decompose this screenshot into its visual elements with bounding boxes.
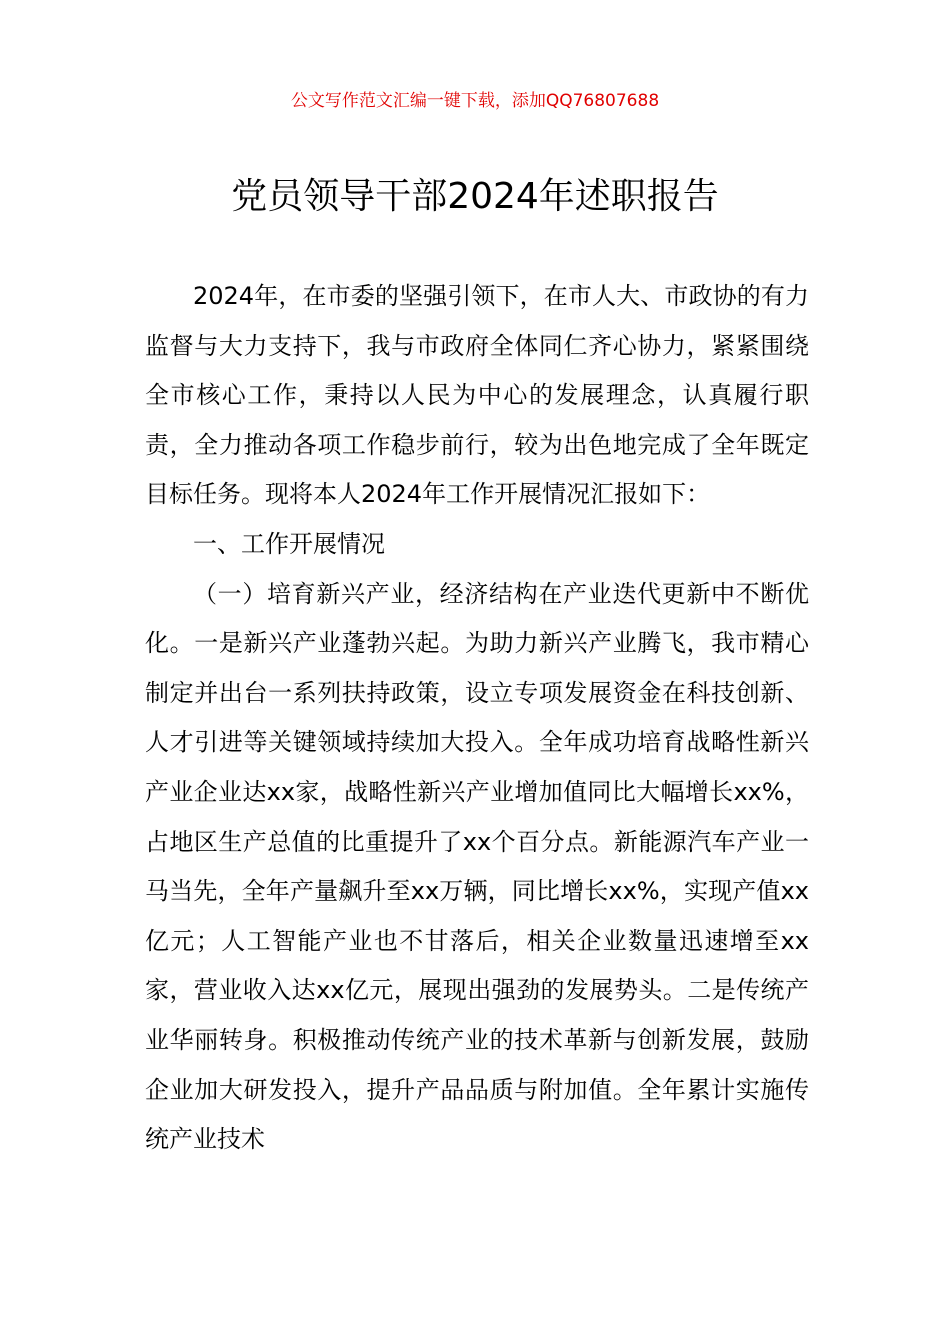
section-paragraph: （一）培育新兴产业，经济结构在产业迭代更新中不断优化。一是新兴产业蓬勃兴起。为助力新兴产业腾飞，我市精心制定并出台一系列扶持政策，设立专项发展资金在科技创新、人才引进等关键领域持续加大投入。全年成功培育战略性新兴产业企业达xx家，战略性新兴产业增加值同比大幅增长xx%，占地区生产总值的比重提升了xx个百分点。新能源汽车产业一马当先，全年产量飙升至xx万辆，同比增长xx%，实现产值xx亿元；人工智能产业也不甘落后，相关企业数量迅速增至xx家，营业收入达xx亿元，展现出强劲的发展势头。二是传统产业华丽转身。积极推动传统产业的技术革新与创新发展，鼓励企业加大研发投入，提升产品品质与附加值。全年累计实施传统产业技术 — [145, 579, 809, 1154]
section-heading: 一、工作开展情况 — [193, 529, 385, 558]
download-banner: 公文写作范文汇编一键下载，添加QQ76807688 — [290, 91, 660, 111]
report-body — [145, 272, 809, 1165]
report-title: 党员领导干部2024年述职报告 — [231, 176, 719, 217]
intro-paragraph: 2024年，在市委的坚强引领下，在市人大、市政协的有力监督与大力支持下，我与市政府全体同仁齐心协力，紧紧围绕全市核心工作，秉持以人民为中心的发展理念，认真履行职责，全力推动各项工作稳步前行，较为出色地完成了全年既定目标任务。现将本人2024年工作开展情况汇报如下： — [145, 282, 809, 509]
